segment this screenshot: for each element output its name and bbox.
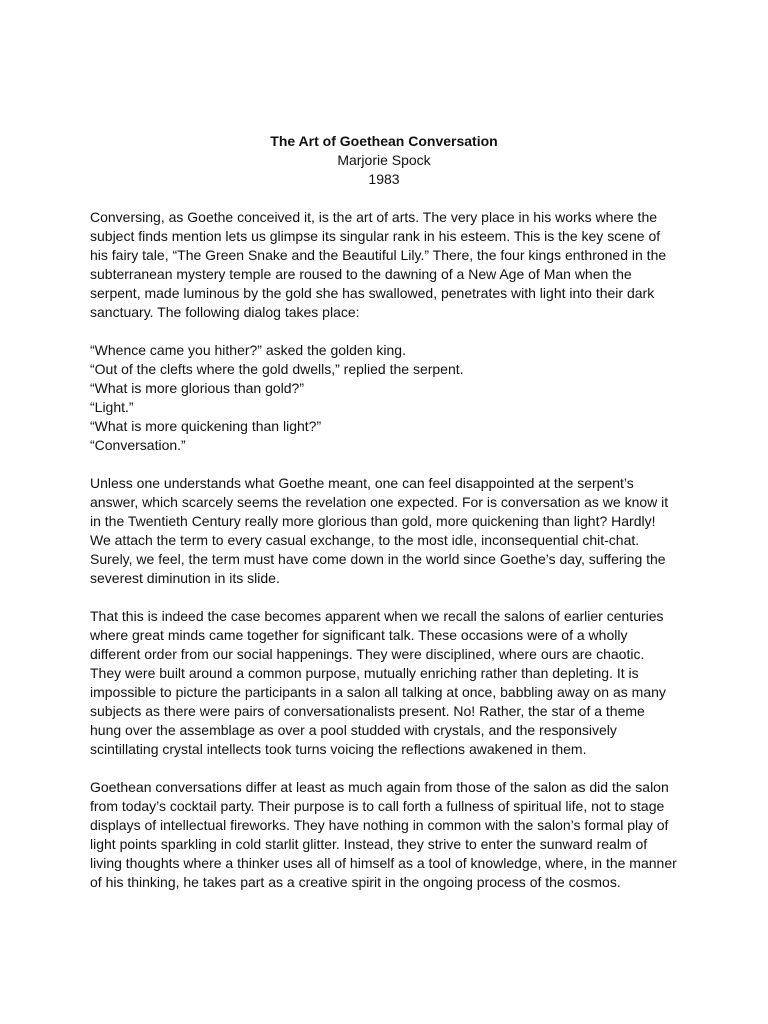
dialog-line: “Conversation.”: [90, 437, 186, 453]
document-author: Marjorie Spock: [337, 152, 431, 168]
document-title: The Art of Goethean Conversation: [270, 133, 498, 149]
paragraph-goethean-conversations: Goethean conversations differ at least as much again from those of the salon as did the salon from today’s cocktail party. Their purpose is to call forth a fullness of spiritual life, not to stage displays of intellectual fireworks. They have nothing in common with the salon’s formal play of light points sparkling in cold starlit glitter. Instead, they strive to enter the sunward realm of living thoughts where a thinker uses all of himself as a tool of knowledge, where, in the manner of his thinking, he takes part as a creative spirit in the ongoing process of the cosmos.: [90, 779, 677, 890]
document-year: 1983: [368, 171, 400, 187]
paragraph-serpent-answer: Unless one understands what Goethe meant, one can feel disappointed at the serpent’s answer, which scarcely seems the revelation one expected. For is conversation as we know it in the Twentieth Century really more glorious than gold, more quickening than light? Hardly! We attach the term to every casual exchange, to the most idle, inconsequential chit-chat. Surely, we feel, the term must have come down in the world since Goethe’s day, suffering the severest diminution in its slide.: [90, 475, 669, 586]
document-page: [90, 132, 678, 911]
dialog-line: “What is more quickening than light?”: [90, 418, 322, 434]
paragraph-intro: Conversing, as Goethe conceived it, is the art of arts. The very place in his works where the subject finds mention lets us glimpse its singular rank in his esteem. This is the key scene of his fairy tale, “The Green Snake and the Beautiful Lily.” There, the four kings enthroned in the subterranean mystery temple are roused to the dawning of a New Age of Man when the serpent, made luminous by the gold she has swallowed, penetrates with light into their dark sanctuary. The following dialog takes place:: [90, 209, 667, 320]
dialog-line: “What is more glorious than gold?”: [90, 380, 304, 396]
document-header: [90, 132, 678, 189]
paragraph-salons: That this is indeed the case becomes apparent when we recall the salons of earlier centuries where great minds came together for significant talk. These occasions were of a wholly different order from our social happenings. They were disciplined, where ours are chaotic. They were built around a common purpose, mutually enriching rather than depleting. It is impossible to picture the participants in a salon all talking at once, babbling away on as many subjects as there were pairs of conversationalists present. No! Rather, the star of a theme hung over the assemblage as over a pool studded with crystals, and the responsively scintillating crystal intellects took turns voicing the reflections awakened in them.: [90, 608, 666, 757]
dialog-line: “Whence came you hither?” asked the golden king.: [90, 342, 406, 358]
dialog-block: [90, 341, 678, 455]
dialog-line: “Light.”: [90, 399, 134, 415]
dialog-line: “Out of the clefts where the gold dwells,” replied the serpent.: [90, 361, 464, 377]
